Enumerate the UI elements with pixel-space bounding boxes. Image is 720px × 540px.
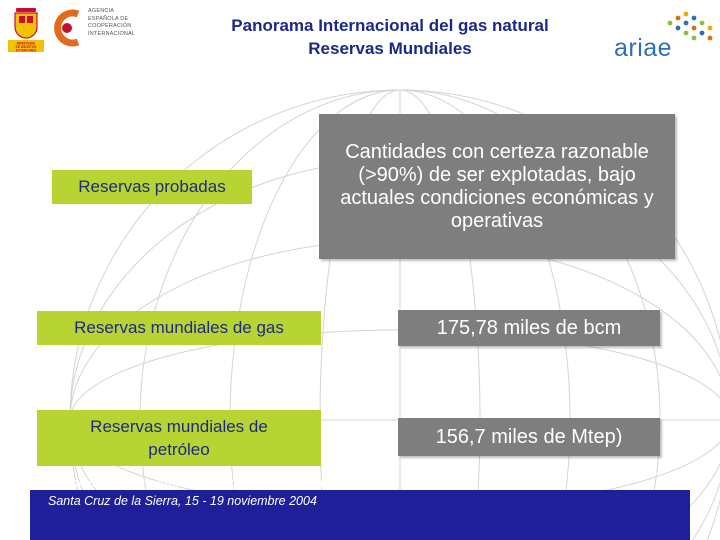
svg-text:MINISTERIO: MINISTERIO bbox=[16, 41, 36, 46]
government-crest-logo bbox=[8, 6, 44, 52]
aecid-logo-mark bbox=[50, 6, 84, 50]
definition-text: Cantidades con certeza razonable (>90%) de ser explotadas, bajo actuales condiciones económicas y operativas bbox=[340, 140, 654, 232]
oil-reserves-value: 156,7 miles de Mtep) bbox=[435, 425, 623, 448]
title-line-1: Panorama Internacional del gas natural bbox=[231, 16, 549, 35]
footer-location-line: Santa Cruz de la Sierra, 15 - 19 noviembre 2004 bbox=[48, 494, 317, 508]
oil-reserves-label-box bbox=[37, 410, 321, 466]
gas-reserves-label-box bbox=[37, 311, 321, 345]
term-label: Reservas probadas bbox=[78, 177, 226, 196]
aecid-logo-text: AGENCIA ESPAÑOLA DE COOPERACIÓN INTERNACIONAL bbox=[88, 8, 136, 37]
gas-reserves-value: 175,78 miles de bcm bbox=[436, 316, 622, 339]
definition-box bbox=[319, 114, 675, 259]
svg-text:DE ASUNTOS: DE ASUNTOS bbox=[15, 45, 37, 49]
gas-reserves-label: Reservas mundiales de gas bbox=[74, 318, 284, 337]
term-box-reservas-probadas bbox=[52, 170, 252, 204]
gas-reserves-value-box bbox=[398, 310, 660, 346]
title-line-2: Reservas Mundiales bbox=[308, 39, 472, 58]
ariae-logo-text: ariae bbox=[614, 34, 673, 62]
slide-title bbox=[180, 14, 600, 60]
oil-reserves-value-box bbox=[398, 418, 660, 456]
oil-reserves-label: Reservas mundiales de petróleo bbox=[90, 417, 268, 459]
svg-text:EXTERIORES: EXTERIORES bbox=[15, 48, 37, 52]
page-number: 6 bbox=[651, 467, 658, 479]
footer-course-line: II Edición del Curso ARIAE de Regulación Energética. bbox=[44, 476, 344, 490]
